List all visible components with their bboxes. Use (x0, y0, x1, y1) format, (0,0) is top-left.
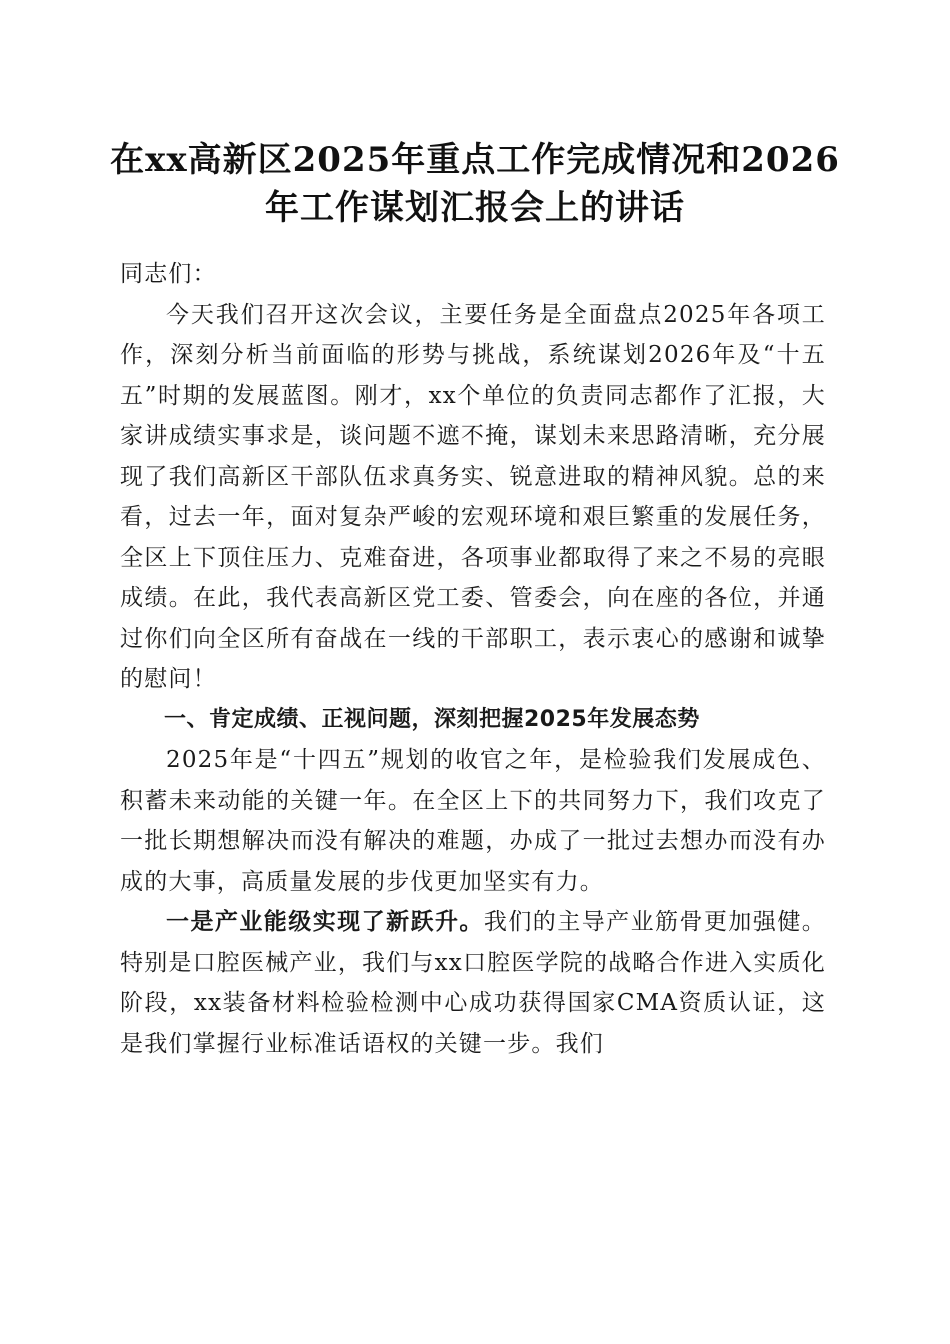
title-line-1: 在xx高新区2025年重点工作完成情况和2026 (110, 140, 840, 180)
paragraph-industry (120, 902, 826, 1064)
paragraph-text: 我们的主导产业筋骨更加强健。特别是口腔医械产业，我们与xx口腔医学院的战略合作进入实质化阶段，xx装备材料检验检测中心成功获得国家CMA资质认证，这是我们掌握行业标准话语权的关键一步。我们 (120, 909, 826, 1057)
salutation: 同志们： (120, 261, 217, 287)
section-heading-1: 一、肯定成绩、正视问题，深刻把握2025年发展态势 (164, 706, 700, 732)
document-body (120, 254, 826, 1064)
title-line-2: 年工作谋划汇报会上的讲话 (265, 188, 685, 228)
paragraph-2025-overview: 2025年是“十四五”规划的收官之年，是检验我们发展成色、积蓄未来动能的关键一年。在全区上下的共同努力下，我们攻克了一批长期想解决而没有解决的难题，办成了一批过去想办而没有办成的大事，高质量发展的步伐更加坚实有力。 (120, 747, 826, 895)
paragraph-opening: 今天我们召开这次会议，主要任务是全面盘点2025年各项工作，深刻分析当前面临的形势与挑战，系统谋划2026年及“十五五”时期的发展蓝图。刚才，xx个单位的负责同志都作了汇报，大家讲成绩实事求是，谈问题不遮不掩，谋划未来思路清晰，充分展现了我们高新区干部队伍求真务实、锐意进取的精神风貌。总的来看，过去一年，面对复杂严峻的宏观环境和艰巨繁重的发展任务，全区上下顶住压力、克难奋进，各项事业都取得了来之不易的亮眼成绩。在此，我代表高新区党工委、管委会，向在座的各位，并通过你们向全区所有奋战在一线的干部职工，表示衷心的感谢和诚挚的慰问！ (120, 301, 826, 692)
paragraph-lead: 一是产业能级实现了新跃升。 (166, 908, 484, 935)
document-title (110, 136, 840, 232)
